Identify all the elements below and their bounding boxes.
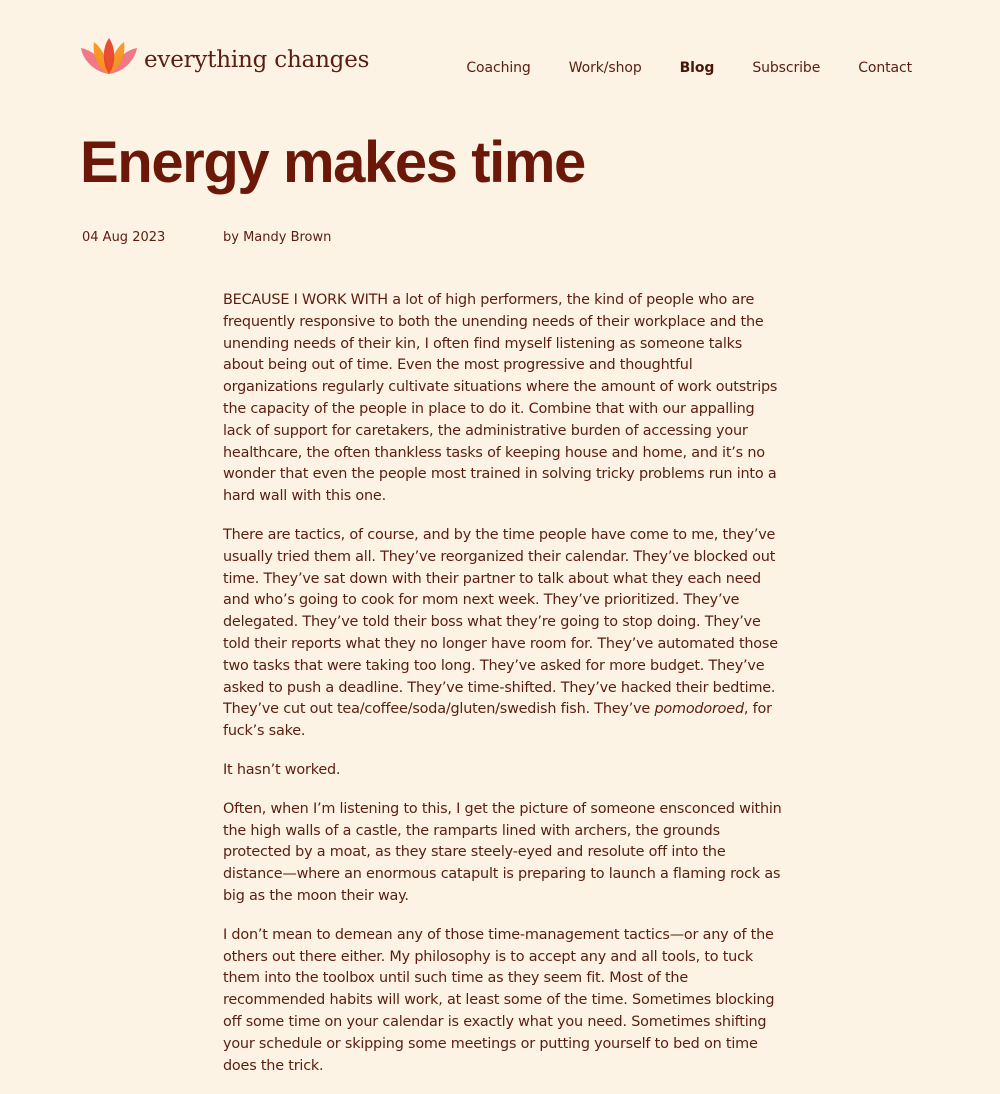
paragraph-4: Often, when I’m listening to this, I get the picture of someone ensconced within the high walls of a castle, the ramparts lined with archers, the grounds protected by a moat, as they stare steely-eyed and resolute off into the distance—where an enormous catapult is preparing to launch a flaming rock as big as the moon their way. xyxy=(223,800,782,904)
nav-coaching[interactable]: Coaching xyxy=(466,60,531,76)
paragraph-2-tail: , for fuck’s sake. xyxy=(223,701,772,740)
site-logo-link[interactable] xyxy=(80,36,369,76)
paragraph-5: I don’t mean to demean any of those time-management tactics—or any of the others out there either. My philosophy is to accept any and all tools, to tuck them into the toolbox until such time as they seem fit. Most of the recommended habits will work, at least some of the time. Sometimes blocking off some time on your calendar is exactly what you need. Sometimes shifting your schedule or skipping some meetings or putting yourself to bed on time does the trick. xyxy=(223,926,775,1074)
post-byline: by Mandy Brown xyxy=(223,230,332,245)
paragraph-3: It hasn’t worked. xyxy=(223,761,341,778)
paragraph-2-text: There are tactics, of course, and by the time people have come to me, they’ve usually tried them all. They’ve reorganized their calendar. They’ve blocked out time. They’ve sat down with their partner to talk about what they each need and who’s going to cook for mom next week. They’ve prioritized. They’ve delegated. They’ve told their boss what they’re going to stop doing. They’ve told their reports what they no longer have room for. They’ve automated those two tasks that were taking too long. They’ve asked for more budget. They’ve asked to push a deadline. They’ve time-shifted. They’ve hacked their bedtime. They’ve cut out tea/coffee/soda/gluten/swedish fish. They’ve xyxy=(223,526,778,718)
lotus-logo-icon xyxy=(80,36,138,76)
main-nav xyxy=(466,60,912,76)
nav-workshop[interactable]: Work/shop xyxy=(568,60,642,76)
post-date: 04 Aug 2023 xyxy=(82,230,166,245)
paragraph-1: BECAUSE I WORK WITH a lot of high performers, the kind of people who are frequently responsive to both the unending needs of their workplace and the unending needs of their kin, I often find myself listening as someone talks about being out of time. Even the most progressive and thoughtful organizations regularly cultivate situations where the amount of work outstrips the capacity of the people in place to do it. Combine that with our appalling lack of support for caretakers, the administrative burden of accessing your healthcare, the often thankless tasks of keeping house and home, and it’s no wonder that even the people most trained in solving tricky problems run into a hard wall with this one. xyxy=(223,292,778,505)
paragraph-2-emphasis: pomodoroed xyxy=(654,701,744,718)
site-name: everything changes xyxy=(144,47,370,73)
article-body xyxy=(223,290,783,1094)
paragraph-2 xyxy=(223,525,783,743)
nav-blog[interactable]: Blog xyxy=(679,60,715,76)
nav-subscribe[interactable]: Subscribe xyxy=(752,60,821,76)
site-header xyxy=(0,0,1000,110)
page-title: Energy makes time xyxy=(80,130,585,195)
nav-contact[interactable]: Contact xyxy=(858,60,912,76)
